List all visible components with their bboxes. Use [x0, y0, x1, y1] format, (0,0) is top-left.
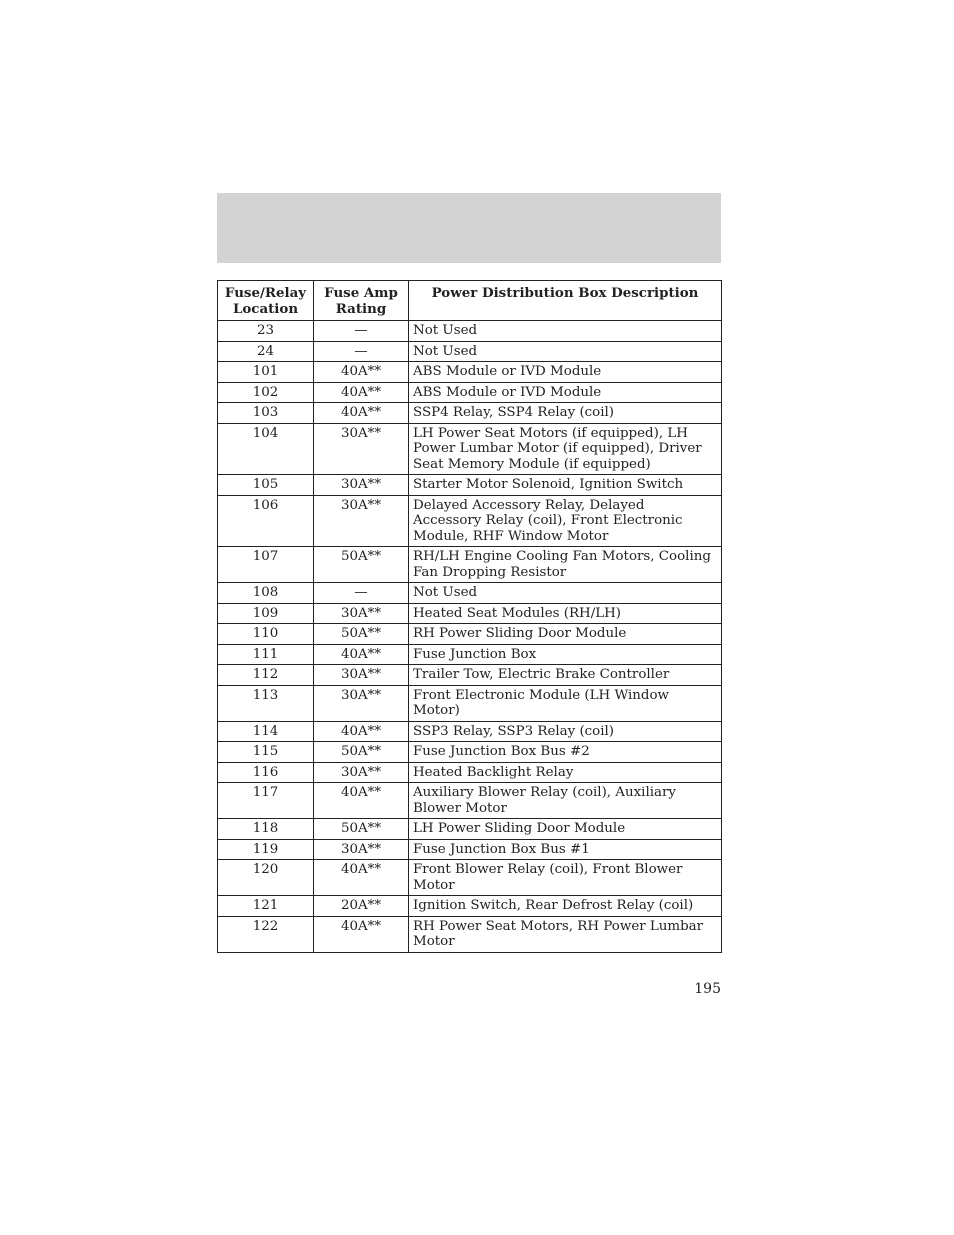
header-location: Fuse/Relay Location: [218, 281, 314, 321]
table-header-row: [218, 281, 722, 321]
cell-rating: 20A**: [314, 896, 409, 917]
cell-location: 108: [218, 583, 314, 604]
cell-description: Heated Seat Modules (RH/LH): [409, 603, 722, 624]
table-row: [218, 321, 722, 342]
cell-location: 103: [218, 403, 314, 424]
cell-description: Heated Backlight Relay: [409, 762, 722, 783]
table-row: [218, 624, 722, 645]
table-row: [218, 742, 722, 763]
cell-description: ABS Module or IVD Module: [409, 382, 722, 403]
cell-description: Front Blower Relay (coil), Front Blower Motor: [409, 860, 722, 896]
cell-description: Not Used: [409, 583, 722, 604]
cell-rating: —: [314, 583, 409, 604]
cell-location: 104: [218, 423, 314, 475]
cell-description: Fuse Junction Box: [409, 644, 722, 665]
table-row: [218, 362, 722, 383]
cell-description: Starter Motor Solenoid, Ignition Switch: [409, 475, 722, 496]
cell-location: 111: [218, 644, 314, 665]
cell-description: Front Electronic Module (LH Window Motor): [409, 685, 722, 721]
cell-rating: 30A**: [314, 839, 409, 860]
cell-location: 102: [218, 382, 314, 403]
table-row: [218, 916, 722, 952]
table-row: [218, 423, 722, 475]
cell-rating: 40A**: [314, 721, 409, 742]
table-row: [218, 839, 722, 860]
cell-location: 105: [218, 475, 314, 496]
cell-location: 117: [218, 783, 314, 819]
cell-rating: 30A**: [314, 665, 409, 686]
cell-rating: 40A**: [314, 860, 409, 896]
table-row: [218, 583, 722, 604]
cell-description: Not Used: [409, 341, 722, 362]
cell-location: 113: [218, 685, 314, 721]
cell-location: 110: [218, 624, 314, 645]
cell-rating: 30A**: [314, 495, 409, 547]
cell-rating: 40A**: [314, 644, 409, 665]
cell-rating: 50A**: [314, 819, 409, 840]
table-row: [218, 860, 722, 896]
cell-description: Trailer Tow, Electric Brake Controller: [409, 665, 722, 686]
cell-location: 107: [218, 547, 314, 583]
cell-location: 119: [218, 839, 314, 860]
table-row: [218, 403, 722, 424]
table-row: [218, 762, 722, 783]
table-row: [218, 644, 722, 665]
cell-description: Ignition Switch, Rear Defrost Relay (coil): [409, 896, 722, 917]
table-row: [218, 603, 722, 624]
cell-rating: 30A**: [314, 475, 409, 496]
table-row: [218, 665, 722, 686]
cell-rating: 50A**: [314, 624, 409, 645]
cell-description: Delayed Accessory Relay, Delayed Accessory Relay (coil), Front Electronic Module, RHF Window Motor: [409, 495, 722, 547]
cell-description: SSP3 Relay, SSP3 Relay (coil): [409, 721, 722, 742]
cell-location: 23: [218, 321, 314, 342]
cell-location: 121: [218, 896, 314, 917]
cell-description: LH Power Sliding Door Module: [409, 819, 722, 840]
cell-location: 115: [218, 742, 314, 763]
cell-rating: 50A**: [314, 547, 409, 583]
cell-description: Fuse Junction Box Bus #1: [409, 839, 722, 860]
cell-location: 116: [218, 762, 314, 783]
table-row: [218, 382, 722, 403]
cell-location: 106: [218, 495, 314, 547]
fuse-table: [217, 280, 722, 953]
table-row: [218, 819, 722, 840]
table-row: [218, 475, 722, 496]
cell-location: 112: [218, 665, 314, 686]
cell-rating: 40A**: [314, 403, 409, 424]
page-number: 195: [694, 981, 721, 997]
cell-rating: 50A**: [314, 742, 409, 763]
table-row: [218, 783, 722, 819]
cell-description: RH Power Seat Motors, RH Power Lumbar Motor: [409, 916, 722, 952]
table-row: [218, 495, 722, 547]
cell-rating: 40A**: [314, 916, 409, 952]
table-row: [218, 685, 722, 721]
table-row: [218, 896, 722, 917]
cell-rating: 40A**: [314, 362, 409, 383]
cell-rating: 30A**: [314, 762, 409, 783]
cell-location: 24: [218, 341, 314, 362]
cell-rating: 30A**: [314, 603, 409, 624]
cell-location: 101: [218, 362, 314, 383]
cell-location: 120: [218, 860, 314, 896]
table-row: [218, 547, 722, 583]
cell-description: Not Used: [409, 321, 722, 342]
cell-location: 114: [218, 721, 314, 742]
cell-rating: —: [314, 341, 409, 362]
cell-description: RH/LH Engine Cooling Fan Motors, Cooling Fan Dropping Resistor: [409, 547, 722, 583]
cell-description: ABS Module or IVD Module: [409, 362, 722, 383]
table-row: [218, 721, 722, 742]
cell-description: SSP4 Relay, SSP4 Relay (coil): [409, 403, 722, 424]
cell-location: 118: [218, 819, 314, 840]
cell-rating: 40A**: [314, 382, 409, 403]
cell-location: 109: [218, 603, 314, 624]
cell-rating: 30A**: [314, 685, 409, 721]
header-description: Power Distribution Box Description: [409, 281, 722, 321]
cell-description: Auxiliary Blower Relay (coil), Auxiliary Blower Motor: [409, 783, 722, 819]
cell-rating: 30A**: [314, 423, 409, 475]
cell-location: 122: [218, 916, 314, 952]
header-rating: Fuse Amp Rating: [314, 281, 409, 321]
cell-description: Fuse Junction Box Bus #2: [409, 742, 722, 763]
cell-description: RH Power Sliding Door Module: [409, 624, 722, 645]
table-row: [218, 341, 722, 362]
cell-rating: —: [314, 321, 409, 342]
cell-rating: 40A**: [314, 783, 409, 819]
cell-description: LH Power Seat Motors (if equipped), LH Power Lumbar Motor (if equipped), Driver Seat Memory Module (if equipped): [409, 423, 722, 475]
header-band: [217, 193, 721, 263]
